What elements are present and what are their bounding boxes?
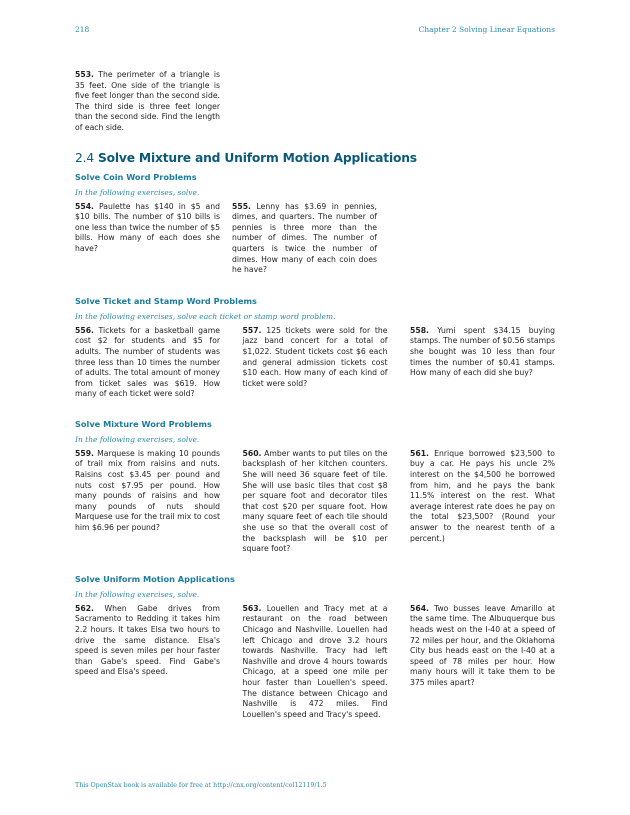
exercise-text: Tickets for a basketball game cost $2 for students and $5 for adults. The number of students was three less than 10 times the number of adults. The total amount of money from ticket sales was $619. How many of each ticket were sold?	[75, 325, 220, 399]
exercise-563	[243, 604, 388, 721]
page-header	[75, 25, 555, 34]
exercise-text: The perimeter of a triangle is 35 feet. One side of the triangle is five feet longer than the second side. The third side is three feet longer than the second side. Find the length of each side.	[75, 70, 220, 132]
exercise-text: Amber wants to put tiles on the backsplash of her kitchen counters. She will need 36 square feet of tile. She will use basic tiles that cost $8 per square foot and decorator tiles that cost $20 per square foot. How many square feet of each tile should she use so that the overall cost of the backsplash will be $10 per square foot?	[242, 448, 388, 554]
instruction: In the following exercises, solve.	[75, 434, 200, 444]
exercise-562	[75, 604, 220, 721]
exercise-557	[243, 326, 388, 400]
exercise-559	[75, 449, 220, 555]
exercise-560	[243, 449, 388, 555]
subsection-title: Solve Uniform Motion Applications	[75, 573, 235, 584]
exercise-text: Louellen and Tracy met at a restaurant on the road between Chicago and Nashville. Louellen had left Chicago and drove 3.2 hours towards Nashville. Tracy had left Nashville and drove 4 hours towards Chicago, at a speed one mile per hour faster than Louellen's speed. The distance between Chicago and Nashville is 472 miles. Find Louellen's speed and Tracy's speed.	[242, 603, 388, 719]
exercise-number: 558.	[410, 325, 429, 335]
exercise-number: 559.	[75, 448, 94, 458]
exercise-553	[75, 70, 220, 134]
instruction: In the following exercises, solve.	[75, 187, 200, 197]
page-content	[75, 70, 555, 720]
exercise-number: 554.	[75, 201, 94, 211]
exercise-text: When Gabe drives from Sacramento to Redding it takes him 2.2 hours. It takes Elsa two hours to drive the same distance. Elsa's speed is seven miles per hour faster than Gabe's speed. Find Gabe's speed and Elsa's speed.	[75, 603, 220, 677]
instruction: In the following exercises, solve each ticket or stamp word problem.	[75, 311, 336, 321]
exercise-number: 557.	[242, 325, 262, 335]
exercise-text: Enrique borrowed $23,500 to buy a car. He pays his uncle 2% interest on the $4,500 he borrowed from him, and he pays the bank 11.5% interest on the rest. What average interest rate does he pay on the total $23,500? (Round your answer to the nearest tenth of a percent.)	[410, 448, 555, 543]
exercise-number: 561.	[410, 448, 429, 458]
subsection-title: Solve Mixture Word Problems	[75, 418, 212, 429]
subsection-mixture	[75, 419, 555, 555]
chapter-title: Chapter 2 Solving Linear Equations	[418, 25, 555, 34]
exercise-text: Yumi spent $34.15 buying stamps. The number of $0.56 stamps she bought was 10 less than four times the number of $0.41 stamps. How many of each did she buy?	[410, 325, 555, 378]
page-footer: This OpenStax book is available for free at http://cnx.org/content/col12119/1.5	[75, 782, 327, 789]
section-heading	[75, 151, 555, 165]
exercise-text: 125 tickets were sold for the jazz band concert for a total of $1,022. Student tickets cost $6 each and general admission tickets cost $10 each. How many of each kind of ticket were sold?	[242, 325, 388, 388]
exercise-number: 563.	[242, 603, 262, 613]
exercise-number: 553.	[75, 70, 94, 79]
exercise-number: 564.	[410, 603, 429, 613]
exercise-number: 560.	[242, 448, 262, 458]
page-number: 218	[75, 25, 90, 34]
subsection-title: Solve Coin Word Problems	[75, 171, 197, 182]
exercise-556	[75, 326, 220, 400]
section-number: 2.4	[75, 150, 94, 165]
exercise-number: 562.	[75, 603, 94, 613]
exercise-text: Lenny has $3.69 in pennies, dimes, and quarters. The number of pennies is three more than the number of dimes. The number of quarters is twice the number of dimes. How many of each coin does he have?	[232, 201, 377, 275]
exercise-number: 555.	[232, 201, 251, 211]
subsection-coin	[75, 172, 555, 276]
section-title: Solve Mixture and Uniform Motion Applications	[97, 150, 417, 165]
exercise-561	[410, 449, 555, 555]
exercise-555	[232, 202, 377, 276]
exercise-564	[410, 604, 555, 721]
exercise-558	[410, 326, 555, 400]
subsection-uniform-motion	[75, 574, 555, 721]
subsection-title: Solve Ticket and Stamp Word Problems	[75, 295, 257, 306]
instruction: In the following exercises, solve.	[75, 589, 200, 599]
exercise-text: Paulette has $140 in $5 and $10 bills. The number of $10 bills is one less than twice the number of $5 bills. How many of each does she have?	[75, 201, 220, 253]
exercise-text: Marquese is making 10 pounds of trail mix from raisins and nuts. Raisins cost $3.45 per pound and nuts cost $7.95 per pound. How many pounds of raisins and how many pounds of nuts should Marquese use for the trail mix to cost him $6.96 per pound?	[75, 448, 220, 533]
subsection-ticket-stamp	[75, 296, 555, 400]
exercise-554	[75, 202, 220, 276]
exercise-number: 556.	[75, 325, 94, 335]
exercise-text: Two busses leave Amarillo at the same time. The Albuquerque bus heads west on the I-40 at a speed of 72 miles per hour, and the Oklahoma City bus heads east on the I-40 at a speed of 78 miles per hour. How many hours will it take them to be 375 miles apart?	[410, 603, 555, 687]
